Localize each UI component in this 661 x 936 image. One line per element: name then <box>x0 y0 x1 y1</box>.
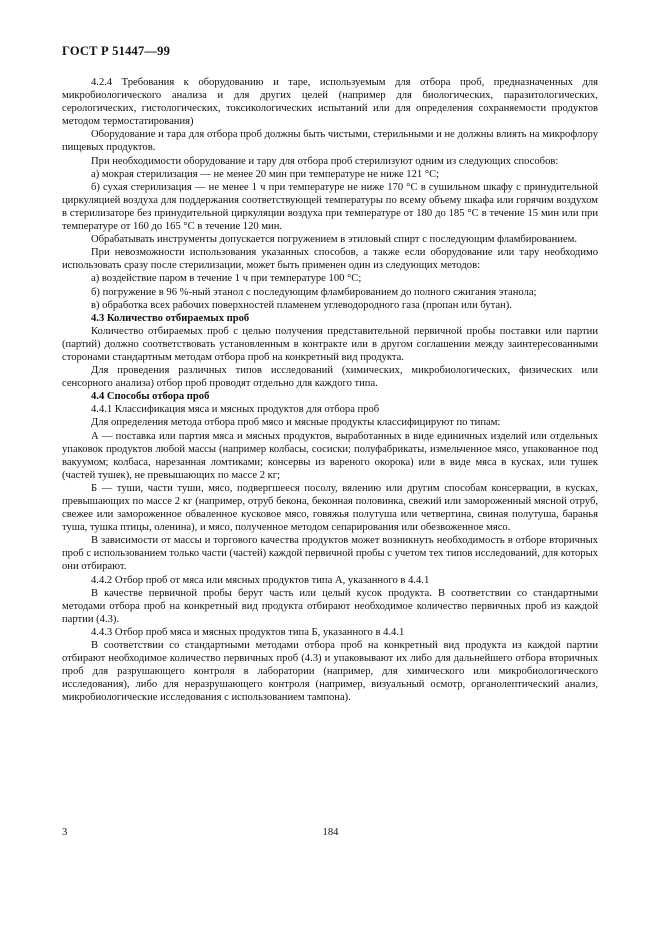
section-heading: 4.3 Количество отбираемых проб <box>91 312 250 324</box>
subsection-heading: 4.4.3 Отбор проб мяса и мясных продуктов типа Б, указанного в 4.4.1 <box>91 626 405 638</box>
standard-code: ГОСТ Р 51447—99 <box>62 44 171 58</box>
paragraph: Для проведения различных типов исследований (химических, микробиологических, физических или сенсорного анализа) отбор проб проводят отдельно для каждого типа. <box>62 365 598 390</box>
paragraph: В качестве первичной пробы берут часть или целый кусок продукта. В соответствии со стандартными методами отбора проб на конкретный вид продукта отбирают необходимое количество первичных проб из каждой партии (4.3). <box>62 587 598 625</box>
list-item: б) погружение в 96 %-ный этанол с последующим фламбированием до полного сжигания этанола; <box>91 286 537 298</box>
list-item: а) мокрая стерилизация — не менее 20 мин при температуре не ниже 121 °С; <box>91 168 440 180</box>
list-item: а) воздействие паром в течение 1 ч при температуре 100 °С; <box>91 273 362 285</box>
subsection-heading: 4.4.2 Отбор проб от мяса или мясных продуктов типа А, указанного в 4.4.1 <box>91 574 430 586</box>
paragraph: Количество отбираемых проб с целью получения представительной первичной пробы поставки или партии (партий) должно соответствовать установленным в контракте или в другом соглашении между заинтересованными сторонами стандартным методам отбора проб на конкретный вид продукта. <box>62 325 598 363</box>
page-number: 184 <box>322 827 339 838</box>
paragraph: В зависимости от массы и торгового качества продуктов может возникнуть необходимость в отборе вторичных проб с использованием только части (частей) каждой первичной пробы с учетом тех типов исследований, для которых они отбирают. <box>62 535 598 573</box>
paragraph: Для определения метода отбора проб мясо и мясные продукты классифицируют по типам: <box>91 417 501 429</box>
sheet-number: 3 <box>62 827 68 838</box>
paragraph: Оборудование и тара для отбора проб должны быть чистыми, стерильными и не должны влиять на микрофлору пищевых продуктов. <box>62 129 598 154</box>
paragraph: При необходимости оборудование и тару для отбора проб стерилизуют одним из следующих способов: <box>91 155 559 167</box>
paragraph: Б — туши, части туши, мясо, подвергшееся посолу, вялению или другим способам консервации, в кусках, превышающих по массе 2 кг (например, отруб бекона, беконная половинка, свежий или замороженный мясной отруб, свежее или замороженное обваленное кусковое мясо, говяжья полутуша или четвертина, свиная полутуша, баранья туша, тушка птицы, оленина), и мясо, полученное методом сепарирования или обезвоженное мясо. <box>62 482 598 534</box>
list-item: в) обработка всех рабочих поверхностей пламенем углеводородного газа (пропан или бутан). <box>91 299 512 311</box>
document-body <box>62 76 598 705</box>
subsection-heading: 4.4.1 Классификация мяса и мясных продуктов для отбора проб <box>91 404 380 416</box>
list-item: б) сухая стерилизация — не менее 1 ч при температуре не ниже 170 °С в сушильном шкафу с принудительной циркуляцией воздуха для поддержания соответствующей температуры по всему объему шкафа или горячим воздухом в стерилизаторе без принудительной циркуляции воздуха при температуре от 180 до 185 °С в течение 15 мин или при температуре от 160 до 165 °С в течение 120 мин. <box>62 181 598 233</box>
section-heading: 4.4 Способы отбора проб <box>91 391 210 403</box>
paragraph: 4.2.4 Требования к оборудованию и таре, используемым для отбора проб, предназначенных для микробиологического анализа и для других целей (например для биологических, паразитологических, серологических, гистологических, токсикологических испытаний или для определения сохраняемости продуктов методом термостатирования) <box>62 77 598 128</box>
paragraph: Обрабатывать инструменты допускается погружением в этиловый спирт с последующим фламбированием. <box>91 234 578 246</box>
paragraph: А — поставка или партия мяса и мясных продуктов, выработанных в виде единичных изделий или отдельных упаковок продуктов любой массы (например колбасы, сосиски; полуфабрикаты, измельченное мясо, упакованное под вакуумом; колбаса, нарезанная ломтиками; консервы из вареного окорока) или в виде мяса в кусках, или тушек (частей тушек), не превышающих по массе 2 кг; <box>62 430 598 481</box>
paragraph: При невозможности использования указанных способов, а также если оборудование или тару необходимо использовать сразу после стерилизации, может быть применен один из следующих методов: <box>62 247 598 272</box>
paragraph: В соответствии со стандартными методами отбора проб на конкретный вид продукта из каждой партии отбирают необходимое количество первичных проб (4.3) и упаковывают их либо для дальнейшего отбора вторичных проб для разрушающего контроля в лаборатории (например, для химического или микробиологического исследования), либо для неразрушающего контроля (например, визуальный осмотр, органолептический анализ, микробиологические исследования с использованием тампона). <box>62 640 598 704</box>
